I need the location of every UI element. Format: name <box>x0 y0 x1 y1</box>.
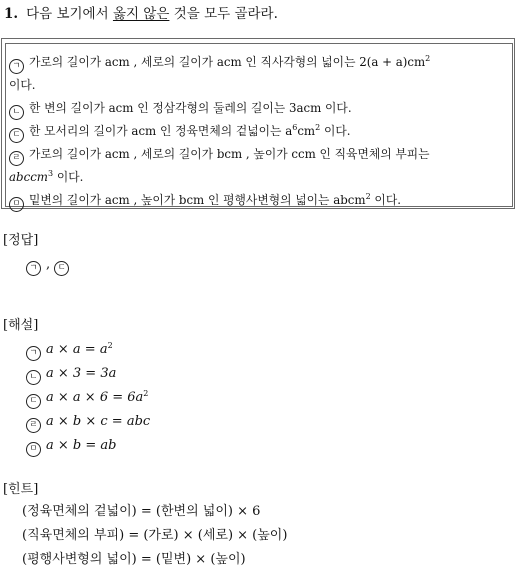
question-title <box>4 2 278 22</box>
option-4-line2-before: abccm <box>9 170 48 184</box>
solution-header: [해설] <box>3 318 39 333</box>
option-1-sup: 2 <box>425 54 431 63</box>
solution-expr: a × b = ab <box>46 438 117 453</box>
solution-row <box>26 410 150 434</box>
circled-marker-icon: ㄱ <box>26 261 41 276</box>
option-3-text-before: 한 모서리의 길이가 acm 인 정육면체의 겉넓이는 a <box>29 124 293 138</box>
options-box-inner <box>5 43 513 207</box>
answer-content <box>26 257 74 276</box>
solution-row <box>26 362 150 386</box>
solution-row <box>26 338 150 362</box>
answer-separator: , <box>46 257 55 272</box>
circled-marker-icon: ㄴ <box>9 105 24 120</box>
solution-expr: a × a × 6 = 6a <box>46 390 144 405</box>
option-5 <box>9 189 508 212</box>
hint-row: (직육면체의 부피) = (가로) × (세로) × (높이) <box>22 528 288 543</box>
solution-sup: 2 <box>107 341 113 350</box>
option-1-cont: 이다. <box>9 78 36 92</box>
circled-marker-icon: ㄴ <box>26 370 41 385</box>
option-5-text-before: 밑변의 길이가 acm , 높이가 bcm 인 평행사변형의 넓이는 abcm <box>29 193 366 207</box>
circled-marker-icon: ㄱ <box>26 346 41 361</box>
solution-expr: a × b × c = abc <box>46 414 151 429</box>
circled-marker-icon: ㄹ <box>9 151 24 166</box>
hint-row: (정육면체의 겉넓이) = (한변의 넓이) × 6 <box>22 504 261 519</box>
hint-header: [힌트] <box>3 482 39 497</box>
option-4 <box>9 143 508 166</box>
hint-list <box>22 500 287 572</box>
question-text-before: 다음 보기에서 <box>26 6 113 22</box>
circled-marker-icon: ㅁ <box>26 442 41 457</box>
option-5-text-after: 이다. <box>370 193 401 207</box>
solution-row <box>26 386 150 410</box>
question-text-underlined: 옳지 않은 <box>112 6 170 22</box>
question-number: 1. <box>4 6 19 22</box>
option-4-line1: 가로의 길이가 acm , 세로의 길이가 bcm , 높이가 ccm 인 직육면체의 부피는 <box>29 147 430 161</box>
answer-header: [정답] <box>3 233 39 248</box>
solution-list <box>26 338 150 458</box>
option-2-text: 한 변의 길이가 acm 인 정삼각형의 둘레의 길이는 3acm 이다. <box>29 101 352 115</box>
option-4-sup: 3 <box>48 169 54 178</box>
solution-expr: a × a = a <box>46 342 108 357</box>
question-text-after: 것을 모두 골라라. <box>169 6 278 22</box>
circled-marker-icon: ㄷ <box>54 261 69 276</box>
option-3-text-mid: cm <box>297 124 316 138</box>
option-3-sup1: 6 <box>292 123 298 132</box>
option-5-sup: 2 <box>365 192 371 201</box>
option-4-line2-after: 이다. <box>53 170 84 184</box>
circled-marker-icon: ㅁ <box>9 197 24 212</box>
solution-expr: a × 3 = 3a <box>46 366 117 381</box>
circled-marker-icon: ㄹ <box>26 418 41 433</box>
option-3 <box>9 120 508 143</box>
options-box <box>1 38 515 209</box>
option-2 <box>9 97 508 120</box>
circled-marker-icon: ㄱ <box>9 59 24 74</box>
option-3-sup2: 2 <box>315 123 321 132</box>
hint-row: (평행사변형의 넓이) = (밑변) × (높이) <box>22 552 246 567</box>
circled-marker-icon: ㄷ <box>26 394 41 409</box>
option-1 <box>9 51 508 74</box>
option-4-cont <box>9 166 508 189</box>
circled-marker-icon: ㄷ <box>9 128 24 143</box>
option-3-text-after: 이다. <box>320 124 351 138</box>
option-1-line1: 가로의 길이가 acm , 세로의 길이가 acm 인 직사각형의 넓이는 2(a + a)cm <box>29 55 426 69</box>
solution-sup: 2 <box>143 389 149 398</box>
solution-row <box>26 434 150 458</box>
